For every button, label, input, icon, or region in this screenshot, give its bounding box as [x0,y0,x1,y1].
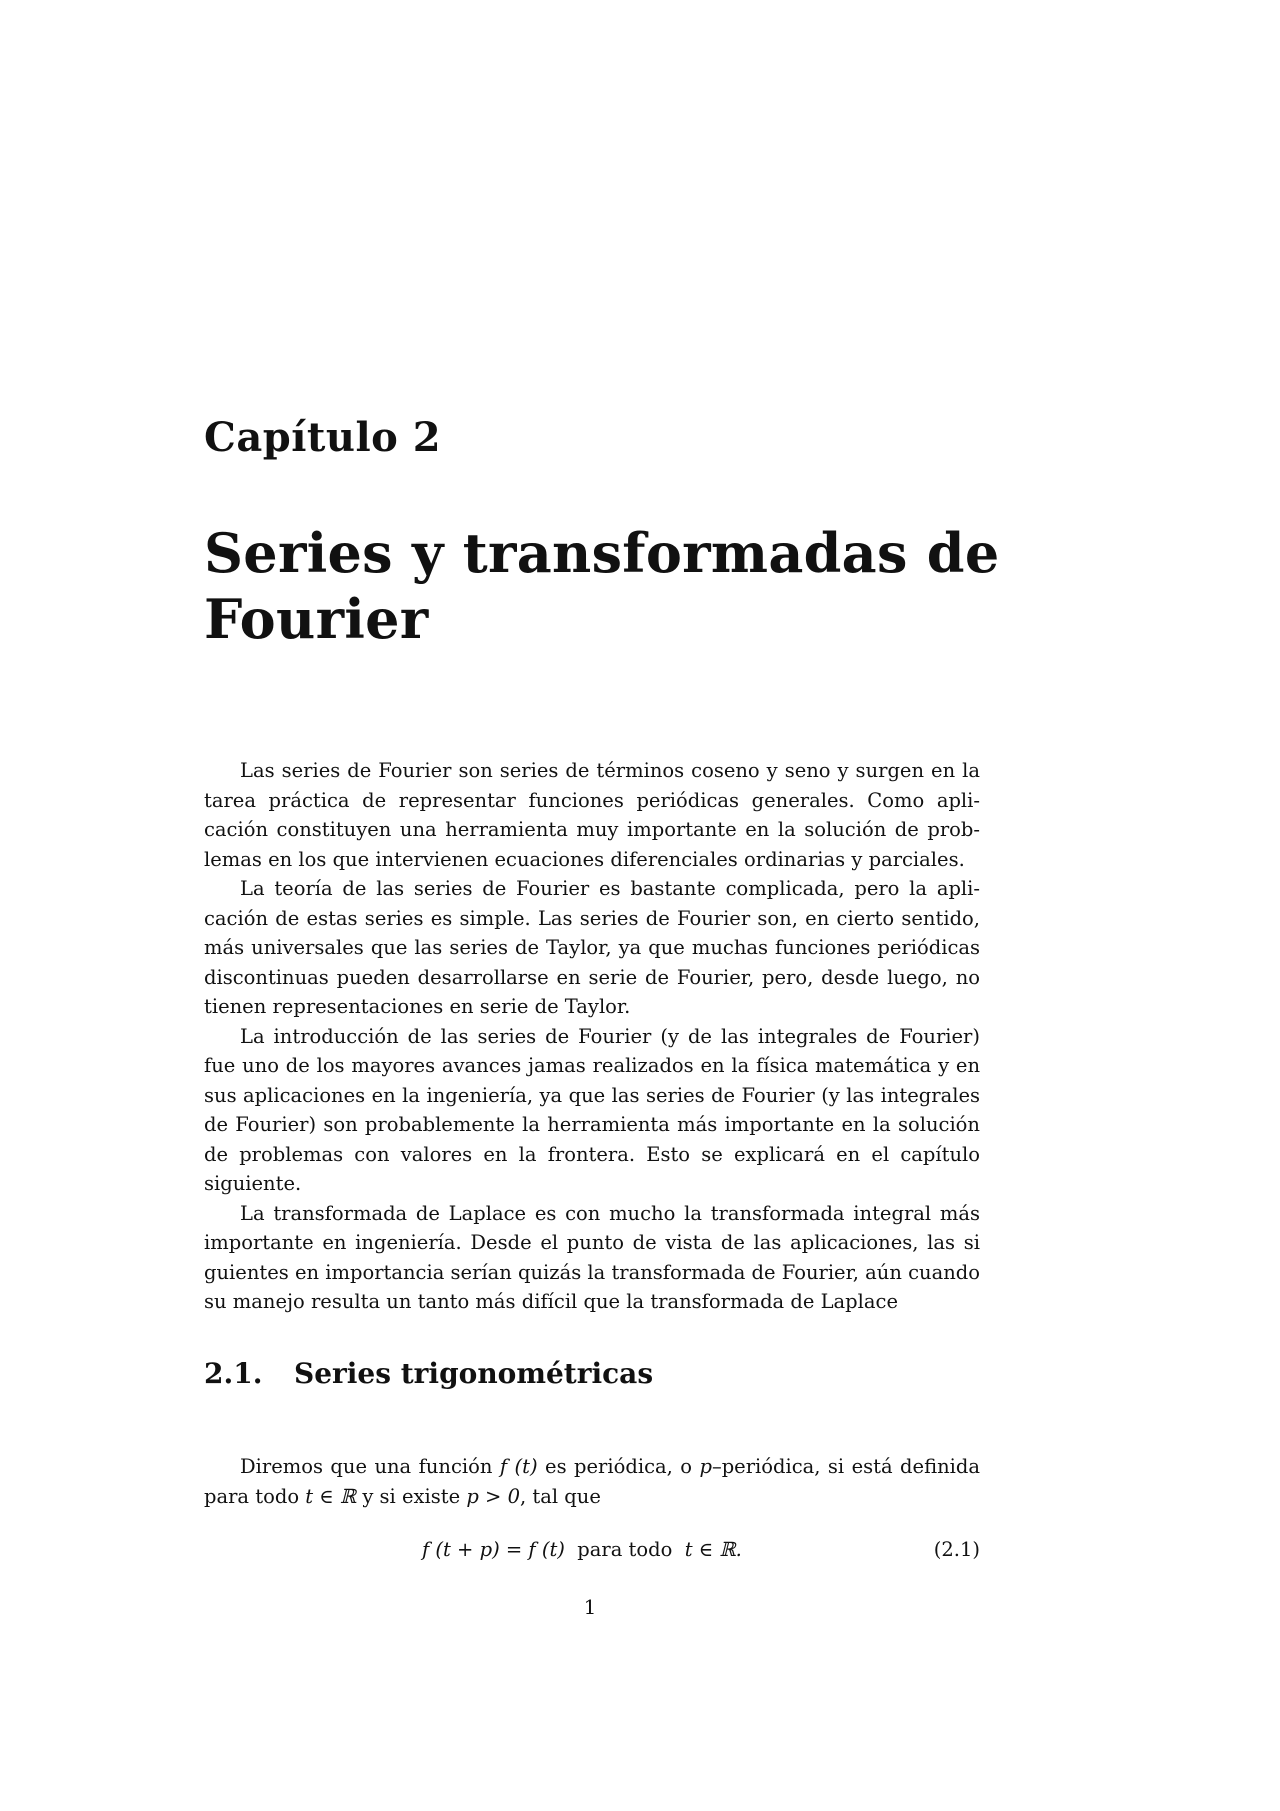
intro-text [204,756,980,1317]
section-title: Series trigonométricas [294,1357,654,1390]
math-f-of-t: f (t) [499,1455,538,1478]
paragraph: La introducción de las series de Fourier (y de las integrales de Fourier) fue uno de los mayores avances jamas realizados en la física matemática y en sus aplicaciones en la ingeniería, ya que las series de Fourier (y las integrales de Fourier) son probablemente la herramienta más importante en la solución de problemas con valores en la frontera. Esto se explicará en el capítulo siguiente. [204,1024,980,1195]
paragraph: La transformada de Laplace es con mucho la transformada integral más importante en ingeniería. Desde el punto de vista de las aplicaciones, las si guientes en importancia serían quizás la transformada de Fourier, aún cuando su manejo resulta un tanto más difícil que la transformada de Laplace [204,1201,981,1313]
paragraph: Las series de Fourier son series de términos coseno y seno y surgen en la tarea práctica de representar funciones periódicas generales. Como aplicación constituyen una herramienta muy importante en la solución de problemas en los que intervienen ecuaciones diferenciales ordinarias y parciales. [204,759,980,871]
paragraph [204,1452,980,1511]
text-run: y si existe [356,1484,467,1508]
text-run: –periódica, si está definida para todo [204,1455,980,1508]
section-heading [204,1357,654,1390]
equation-number: (2.1) [933,1538,980,1561]
chapter-title [204,520,1024,652]
text-run: , tal que [519,1484,601,1508]
chapter-label: Capítulo 2 [204,414,442,461]
text-run: Diremos que una función [240,1455,500,1478]
chapter-title-line-2: Fourier [204,587,429,651]
chapter-title-line-1: Series y transformadas de [204,521,1000,585]
text-run: es periódica, o [537,1455,700,1478]
equation-middle: para todo [564,1538,685,1561]
math-p: p [699,1455,712,1478]
math-p-positive: p > 0 [466,1484,520,1508]
section-text [204,1452,980,1511]
section-number: 2.1. [204,1357,263,1390]
equation-lhs: f (t + p) = f (t) [422,1538,565,1561]
paragraph: La teoría de las series de Fourier es bastante complicada, pero la aplicación de estas series es simple. Las series de Fourier son, en cierto sentido, más universales que las series de Taylor, ya que muchas funciones periódicas discontinuas pueden desarrollarse en serie de Fourier, pero, desde luego, no tienen representaciones en serie de Taylor. [204,877,980,1018]
page-number: 1 [583,1595,597,1619]
math-t-in-r: t ∈ ℝ [305,1484,357,1508]
equation-rhs: t ∈ ℝ. [684,1538,742,1561]
equation-formula [422,1535,742,1565]
